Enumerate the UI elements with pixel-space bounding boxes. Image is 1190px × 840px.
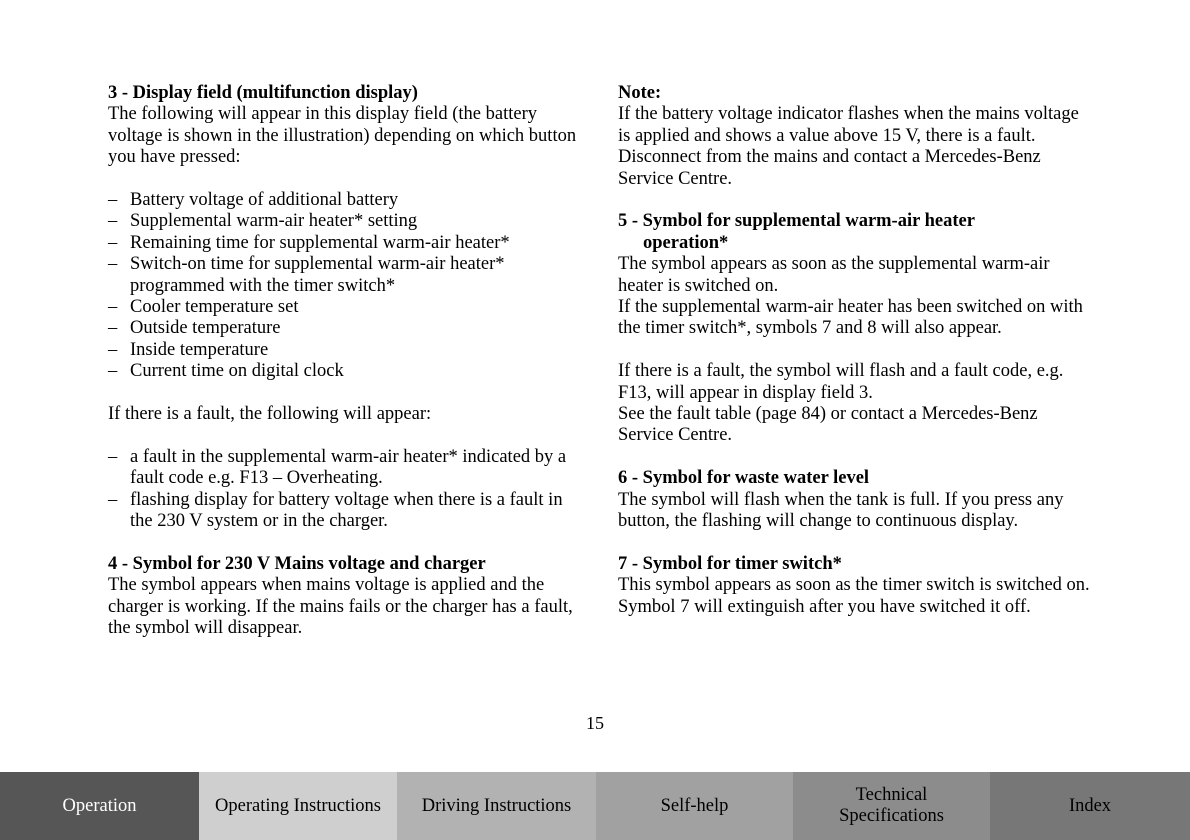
tab-technical-specifications[interactable] bbox=[793, 772, 990, 840]
tab-label: Operation bbox=[62, 795, 137, 816]
section-3-body: The following will appear in this display field (the battery voltage is shown in the illustration) depending on which button you have pressed: bbox=[108, 104, 577, 168]
section-5-title bbox=[618, 211, 1093, 254]
list-item: – Current time on digital clock bbox=[108, 361, 578, 382]
display-items-list bbox=[108, 190, 578, 383]
list-item: – Battery voltage of additional battery bbox=[108, 190, 578, 211]
list-item: – flashing display for battery voltage when there is a fault in the 230 V system or in the charger. bbox=[108, 490, 578, 533]
tab-operation[interactable] bbox=[0, 772, 199, 840]
section-6-body: The symbol will flash when the tank is full. If you press any button, the flashing will change to continuous display. bbox=[618, 489, 1064, 532]
list-item: – Supplemental warm-air heater* setting bbox=[108, 211, 578, 232]
tab-label: Self-help bbox=[660, 795, 729, 816]
note-body: If the battery voltage indicator flashes when the mains voltage is applied and shows a value above 15 V, there is a fault. Disconnect from the mains and contact a Mercedes-Benz Service Centre. bbox=[618, 104, 1079, 189]
section-5-body-3: If there is a fault, the symbol will flash and a fault code, e.g. F13, will appear in display field 3. bbox=[618, 361, 1064, 403]
page-number: 15 bbox=[586, 713, 604, 733]
tab-label-line2: Specifications bbox=[839, 806, 944, 826]
list-item: – Inside temperature bbox=[108, 340, 578, 361]
list-item: – Cooler temperature set bbox=[108, 297, 578, 318]
section-3-title: 3 - Display field (multifunction display) bbox=[108, 83, 418, 103]
section-5-body-1: The symbol appears as soon as the supplemental warm-air heater is switched on. bbox=[618, 254, 1050, 296]
fault-intro: If there is a fault, the following will appear: bbox=[108, 404, 432, 425]
note-title: Note: bbox=[618, 83, 662, 103]
section-6-title: 6 - Symbol for waste water level bbox=[618, 468, 870, 489]
tab-index[interactable] bbox=[990, 772, 1190, 840]
tab-self-help[interactable] bbox=[596, 772, 793, 840]
list-item: – Outside temperature bbox=[108, 318, 578, 339]
tab-label-line1: Technical bbox=[855, 785, 928, 805]
list-item: – Switch-on time for supplemental warm-air heater* programmed with the timer switch* bbox=[108, 254, 578, 297]
section-5-body-2: If the supplemental warm-air heater has been switched on with the timer switch*, symbols 7 and 8 will also appear. bbox=[618, 297, 1083, 339]
right-column bbox=[618, 83, 1093, 618]
list-item: – a fault in the supplemental warm-air heater* indicated by a fault code e.g. F13 – Overheating. bbox=[108, 447, 578, 490]
tab-label: Driving Instructions bbox=[421, 795, 572, 816]
left-column bbox=[108, 83, 578, 640]
bottom-navigation bbox=[0, 772, 1190, 840]
tab-label: Index bbox=[1068, 795, 1112, 816]
section-5-body-4: See the fault table (page 84) or contact a Mercedes-Benz Service Centre. bbox=[618, 404, 1038, 446]
section-4-title: 4 - Symbol for 230 V Mains voltage and charger bbox=[108, 553, 486, 574]
tab-label: Operating Instructions bbox=[215, 795, 381, 816]
tab-driving-instructions[interactable] bbox=[397, 772, 596, 840]
section-5-title-line2: operation* bbox=[643, 232, 729, 253]
section-7-body: This symbol appears as soon as the timer switch is switched on. Symbol 7 will extinguish after you have switched it off. bbox=[618, 575, 1090, 617]
section-5-title-line1: 5 - Symbol for supplemental warm-air heater bbox=[618, 211, 975, 232]
tab-operating-instructions[interactable] bbox=[199, 772, 397, 840]
section-4-body: The symbol appears when mains voltage is applied and the charger is working. If the mains fails or the charger has a fault, the symbol will disappear. bbox=[108, 575, 573, 639]
fault-items-list bbox=[108, 447, 578, 533]
section-7-title: 7 - Symbol for timer switch* bbox=[618, 553, 842, 574]
list-item: – Remaining time for supplemental warm-air heater* bbox=[108, 233, 578, 254]
